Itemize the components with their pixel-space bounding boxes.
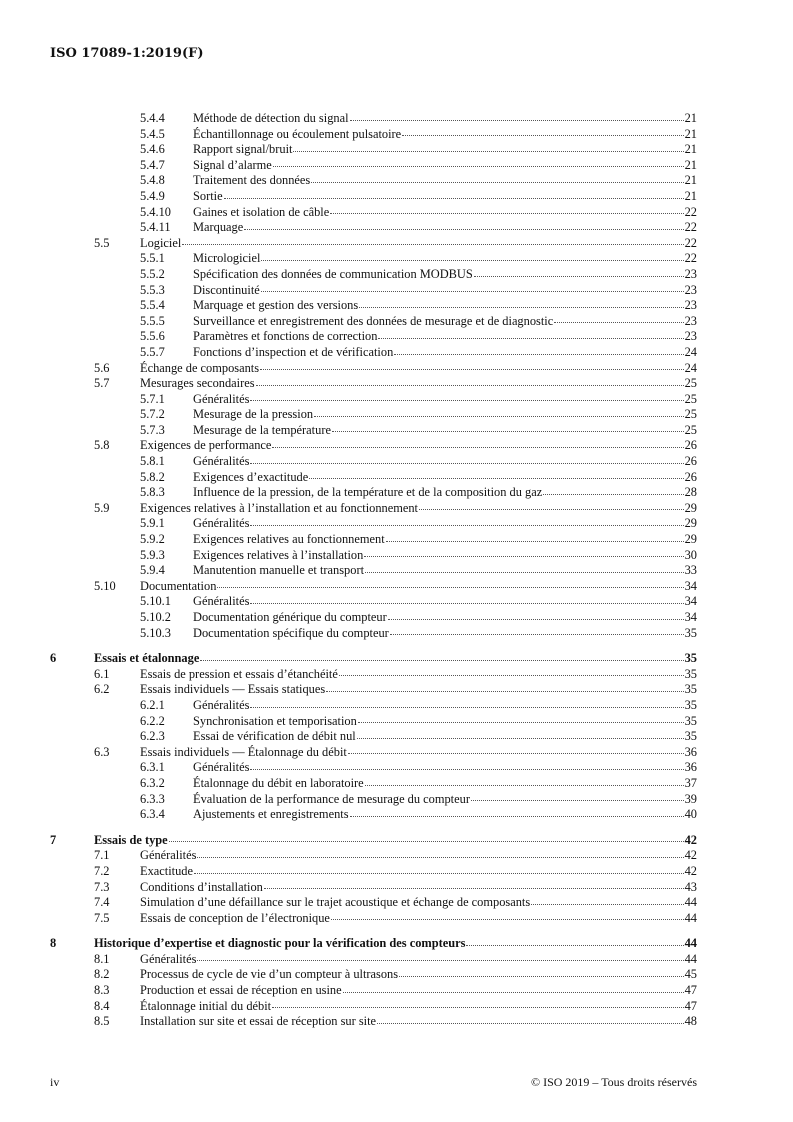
toc-entry-page: 28 (684, 485, 697, 500)
toc-entry-number: 8.1 (94, 951, 110, 966)
toc-entry-page: 21 (684, 173, 697, 188)
dot-leader (339, 675, 684, 676)
toc-entry[interactable] (0, 314, 793, 330)
toc-entry-number: 5.10.3 (140, 625, 171, 640)
toc-entry-page: 22 (684, 204, 697, 219)
toc-entry-number: 8.5 (94, 1014, 110, 1029)
toc-entry-number: 6.2.1 (140, 697, 165, 712)
toc-entry[interactable] (0, 594, 793, 610)
toc-entry-page: 34 (684, 578, 697, 593)
toc-entry-page: 43 (684, 879, 697, 894)
dot-leader (224, 198, 684, 199)
toc-entry-page: 33 (684, 563, 697, 578)
toc-entry-page: 42 (684, 848, 697, 863)
toc-entry-title: Généralités (193, 760, 250, 775)
toc-entry-page: 23 (684, 313, 697, 328)
toc-entry-number: 5.9 (94, 500, 110, 515)
toc-entry-number: 5.5.6 (140, 329, 165, 344)
dot-leader (197, 857, 683, 858)
toc-entry-number: 5.4.7 (140, 157, 165, 172)
toc-entry-page: 35 (684, 697, 697, 712)
dot-leader (471, 800, 684, 801)
toc-entry-page: 35 (684, 729, 697, 744)
dot-leader (466, 945, 683, 946)
toc-entry-page: 23 (684, 266, 697, 281)
toc-entry[interactable] (0, 563, 793, 579)
toc-entry-number: 5.5.5 (140, 313, 165, 328)
dot-leader (194, 873, 684, 874)
toc-entry-title: Essais de type (94, 832, 168, 847)
dot-leader (250, 400, 683, 401)
toc-entry-page: 21 (684, 157, 697, 172)
toc-entry-title: Discontinuité (193, 282, 260, 297)
toc-entry-title: Marquage et gestion des versions (193, 298, 359, 313)
toc-entry-number: 5.4.4 (140, 111, 165, 125)
toc-entry-number: 5.4.10 (140, 204, 171, 219)
dot-leader (250, 707, 683, 708)
toc-entry-page: 26 (684, 438, 697, 453)
dot-leader (377, 1023, 684, 1024)
dot-leader (388, 619, 684, 620)
toc-entry-page: 29 (684, 516, 697, 531)
toc-entry-title: Logiciel (140, 235, 182, 250)
toc-entry-title: Ajustements et enregistrements (193, 807, 349, 822)
toc-entry-title: Généralités (193, 391, 250, 406)
toc-entry-title: Paramètres et fonctions de correction (193, 329, 378, 344)
toc-entry[interactable] (0, 651, 793, 667)
toc-entry[interactable] (0, 682, 793, 698)
dot-leader (331, 919, 684, 920)
toc-entry[interactable] (0, 189, 793, 205)
toc-entry-title: Exigences d’exactitude (193, 469, 309, 484)
toc-entry[interactable] (0, 516, 793, 532)
toc-entry-number: 6.3.3 (140, 791, 165, 806)
toc-entry-title: Évaluation de la performance de mesurage du compteur (193, 791, 470, 806)
toc-entry-page: 21 (684, 142, 697, 157)
toc-entry-page: 45 (684, 967, 697, 982)
toc-entry[interactable] (0, 626, 793, 642)
dot-leader (343, 992, 684, 993)
toc-entry-number: 7.3 (94, 879, 110, 894)
toc-entry[interactable] (0, 864, 793, 880)
dot-leader (272, 447, 683, 448)
toc-entry-number: 5.4.8 (140, 173, 165, 188)
toc-entry-title: Exigences relatives au fonctionnement (193, 532, 385, 547)
toc-entry-page: 47 (684, 998, 697, 1013)
dot-leader (169, 841, 684, 842)
document-header: ISO 17089-1:2019(F) (50, 46, 204, 61)
toc-entry-title: Essais de conception de l’électronique (140, 910, 330, 925)
toc-entry[interactable] (0, 1014, 793, 1030)
toc-entry-number: 5.4.9 (140, 188, 165, 203)
toc-entry-title: Sortie (193, 188, 223, 203)
toc-entry-title: Généralités (193, 454, 250, 469)
copyright-notice: © ISO 2019 – Tous droits réservés (530, 1075, 697, 1089)
toc-entry-title: Généralités (140, 951, 197, 966)
toc-entry-title: Synchronisation et temporisation (193, 713, 357, 728)
toc-entry-page: 44 (684, 951, 697, 966)
dot-leader (250, 769, 683, 770)
toc-entry-page: 25 (684, 376, 697, 391)
toc-entry[interactable] (0, 251, 793, 267)
table-of-contents (0, 111, 793, 1030)
toc-entry-title: Méthode de détection du signal (193, 111, 349, 125)
toc-entry-page: 40 (684, 807, 697, 822)
toc-entry-page: 22 (684, 251, 697, 266)
toc-entry[interactable] (0, 895, 793, 911)
toc-entry-title: Simulation d’une défaillance sur le trajet acoustique et échange de composants (140, 895, 531, 910)
toc-entry-title: Rapport signal/bruit (193, 142, 293, 157)
toc-entry-title: Fonctions d’inspection et de vérification (193, 344, 394, 359)
toc-entry-title: Exactitude (140, 863, 193, 878)
toc-entry-number: 5.4.6 (140, 142, 165, 157)
dot-leader (250, 525, 683, 526)
toc-entry[interactable] (0, 983, 793, 999)
toc-entry-title: Documentation (140, 578, 217, 593)
toc-entry[interactable] (0, 911, 793, 927)
toc-entry[interactable] (0, 438, 793, 454)
dot-leader (250, 463, 683, 464)
toc-entry-page: 35 (684, 682, 697, 697)
toc-entry-title: Essais et étalonnage (94, 651, 200, 666)
dot-leader (364, 556, 683, 557)
dot-leader (350, 816, 684, 817)
dot-leader (197, 960, 683, 961)
toc-entry[interactable] (0, 485, 793, 501)
toc-entry-page: 21 (684, 111, 697, 125)
toc-entry-number: 5.7.1 (140, 391, 165, 406)
toc-entry-number: 5.7 (94, 376, 110, 391)
toc-entry-page: 23 (684, 329, 697, 344)
toc-entry-title: Gaines et isolation de câble (193, 204, 330, 219)
toc-entry-page: 29 (684, 532, 697, 547)
toc-entry[interactable] (0, 532, 793, 548)
toc-entry[interactable] (0, 158, 793, 174)
dot-leader (264, 888, 684, 889)
toc-entry[interactable] (0, 807, 793, 823)
toc-entry-page: 35 (684, 651, 697, 666)
toc-entry[interactable] (0, 579, 793, 595)
toc-entry[interactable] (0, 848, 793, 864)
toc-entry-number: 6.2 (94, 682, 110, 697)
toc-entry-number: 5.4.5 (140, 126, 165, 141)
toc-entry-number: 5.8 (94, 438, 110, 453)
dot-leader (402, 135, 683, 136)
toc-entry[interactable] (0, 127, 793, 143)
toc-entry-number: 5.8.3 (140, 485, 165, 500)
toc-entry-title: Manutention manuelle et transport (193, 563, 365, 578)
toc-entry-number: 6 (50, 651, 57, 666)
toc-entry-title: Généralités (140, 848, 197, 863)
toc-entry-number: 5.5.2 (140, 266, 165, 281)
dot-leader (419, 509, 684, 510)
dot-leader (326, 691, 683, 692)
toc-entry[interactable] (0, 698, 793, 714)
toc-entry-page: 42 (684, 863, 697, 878)
toc-entry[interactable] (0, 470, 793, 486)
toc-entry-title: Micrologiciel (193, 251, 261, 266)
dot-leader (261, 291, 684, 292)
toc-entry[interactable] (0, 220, 793, 236)
toc-entry[interactable] (0, 236, 793, 252)
toc-entry-number: 5.4.11 (140, 220, 171, 235)
page-number: iv (50, 1075, 60, 1089)
dot-leader (531, 904, 683, 905)
dot-leader (244, 229, 683, 230)
toc-entry-page: 25 (684, 407, 697, 422)
toc-entry-page: 34 (684, 594, 697, 609)
toc-entry-number: 5.8.2 (140, 469, 165, 484)
toc-entry-title: Historique d’expertise et diagnostic pour la vérification des compteurs (94, 936, 466, 951)
toc-entry-page: 44 (684, 936, 697, 951)
toc-entry-number: 7.4 (94, 895, 110, 910)
toc-entry[interactable] (0, 345, 793, 361)
toc-entry-number: 5.5.3 (140, 282, 165, 297)
toc-entry-number: 7.1 (94, 848, 110, 863)
toc-entry-title: Essais individuels — Étalonnage du débit (140, 744, 347, 759)
toc-entry-page: 44 (684, 910, 697, 925)
dot-leader (311, 182, 683, 183)
toc-entry-page: 35 (684, 666, 697, 681)
toc-entry-page: 34 (684, 610, 697, 624)
toc-entry-page: 48 (684, 1014, 697, 1029)
toc-entry-title: Production et essai de réception en usine (140, 983, 342, 998)
toc-entry-page: 21 (684, 188, 697, 203)
toc-entry-title: Généralités (193, 697, 250, 712)
toc-entry-number: 5.9.1 (140, 516, 165, 531)
toc-entry-title: Influence de la pression, de la température et de la composition du gaz (193, 485, 543, 500)
toc-entry-title: Exigences de performance (140, 438, 272, 453)
toc-entry-number: 5.9.2 (140, 532, 165, 547)
toc-entry-number: 5.6 (94, 360, 110, 375)
toc-entry-page: 23 (684, 282, 697, 297)
dot-leader (272, 1007, 684, 1008)
toc-entry-title: Signal d’alarme (193, 157, 272, 172)
toc-entry-title: Essais individuels — Essais statiques (140, 682, 326, 697)
toc-entry[interactable] (0, 142, 793, 158)
toc-entry-page: 35 (684, 713, 697, 728)
toc-entry-page: 22 (684, 220, 697, 235)
toc-entry[interactable] (0, 501, 793, 517)
toc-entry[interactable] (0, 952, 793, 968)
toc-entry-number: 7 (50, 832, 57, 847)
toc-entry-number: 6.2.3 (140, 729, 165, 744)
toc-entry-title: Marquage (193, 220, 244, 235)
toc-entry-number: 5.5.7 (140, 344, 165, 359)
toc-entry-title: Essais de pression et essais d’étanchéité (140, 666, 338, 681)
toc-entry[interactable] (0, 361, 793, 377)
toc-entry[interactable] (0, 392, 793, 408)
toc-entry[interactable] (0, 792, 793, 808)
toc-entry-title: Étalonnage du débit en laboratoire (193, 775, 364, 790)
toc-entry-number: 5.8.1 (140, 454, 165, 469)
toc-entry-title: Documentation spécifique du compteur (193, 625, 389, 640)
dot-leader (358, 722, 684, 723)
toc-entry-number: 8 (50, 936, 57, 951)
toc-entry-title: Documentation générique du compteur (193, 610, 387, 624)
toc-entry-number: 5.5.4 (140, 298, 165, 313)
toc-entry-number: 5.7.3 (140, 422, 165, 437)
toc-entry-number: 8.4 (94, 998, 110, 1013)
dot-leader (348, 753, 684, 754)
toc-entry[interactable] (0, 610, 793, 626)
toc-entry-page: 26 (684, 469, 697, 484)
toc-entry-page: 25 (684, 422, 697, 437)
toc-entry-title: Généralités (193, 594, 250, 609)
toc-entry-number: 6.3.2 (140, 775, 165, 790)
toc-entry[interactable] (0, 936, 793, 952)
dot-leader (554, 322, 683, 323)
toc-entry[interactable] (0, 298, 793, 314)
toc-entry-page: 24 (684, 360, 697, 375)
toc-entry-title: Mesurages secondaires (140, 376, 255, 391)
toc-entry-title: Mesurage de la température (193, 422, 331, 437)
toc-entry[interactable] (0, 833, 793, 849)
toc-entry[interactable] (0, 329, 793, 345)
dot-leader (357, 738, 684, 739)
toc-entry-page: 26 (684, 454, 697, 469)
toc-entry[interactable] (0, 880, 793, 896)
dot-leader (273, 166, 684, 167)
toc-entry-number: 5.10 (94, 578, 116, 593)
dot-leader (256, 385, 684, 386)
toc-entry[interactable] (0, 548, 793, 564)
dot-leader (474, 276, 684, 277)
toc-entry-page: 29 (684, 500, 697, 515)
toc-entry-number: 8.3 (94, 983, 110, 998)
toc-entry[interactable] (0, 267, 793, 283)
toc-entry[interactable] (0, 423, 793, 439)
toc-entry-number: 6.1 (94, 666, 110, 681)
toc-entry-title: Échantillonnage ou écoulement pulsatoire (193, 126, 402, 141)
dot-leader (394, 354, 683, 355)
dot-leader (365, 572, 684, 573)
dot-leader (332, 431, 684, 432)
toc-entry[interactable] (0, 776, 793, 792)
dot-leader (399, 976, 684, 977)
dot-leader (386, 541, 684, 542)
dot-leader (309, 478, 683, 479)
toc-entry-page: 30 (684, 547, 697, 562)
toc-entry-title: Traitement des données (193, 173, 311, 188)
dot-leader (260, 369, 684, 370)
toc-entry-number: 8.2 (94, 967, 110, 982)
toc-entry-page: 39 (684, 791, 697, 806)
dot-leader (182, 244, 683, 245)
toc-entry-page: 21 (684, 126, 697, 141)
toc-entry-number: 5.9.4 (140, 563, 165, 578)
toc-entry-title: Conditions d’installation (140, 879, 263, 894)
toc-entry-page: 44 (684, 895, 697, 910)
toc-entry-title: Exigences relatives à l’installation et au fonctionnement (140, 500, 419, 515)
toc-entry-title: Surveillance et enregistrement des données de mesurage et de diagnostic (193, 313, 554, 328)
toc-entry-title: Spécification des données de communication MODBUS (193, 266, 473, 281)
toc-entry-page: 24 (684, 344, 697, 359)
toc-entry[interactable] (0, 407, 793, 423)
toc-entry[interactable] (0, 283, 793, 299)
toc-entry-title: Installation sur site et essai de réception sur site (140, 1014, 377, 1029)
toc-entry[interactable] (0, 745, 793, 761)
toc-entry-number: 6.3.1 (140, 760, 165, 775)
dot-leader (390, 634, 684, 635)
toc-entry[interactable] (0, 999, 793, 1015)
toc-entry[interactable] (0, 376, 793, 392)
dot-leader (250, 603, 683, 604)
toc-entry-number: 6.3.4 (140, 807, 165, 822)
toc-entry-title: Mesurage de la pression (193, 407, 314, 422)
toc-entry-number: 7.5 (94, 910, 110, 925)
toc-entry[interactable] (0, 729, 793, 745)
toc-entry-number: 5.10.2 (140, 610, 171, 624)
toc-entry[interactable] (0, 173, 793, 189)
dot-leader (543, 494, 683, 495)
dot-leader (378, 338, 683, 339)
toc-entry[interactable] (0, 454, 793, 470)
dot-leader (217, 587, 683, 588)
toc-entry-number: 5.7.2 (140, 407, 165, 422)
toc-entry-number: 7.2 (94, 863, 110, 878)
toc-entry[interactable] (0, 111, 793, 127)
toc-entry-number: 5.10.1 (140, 594, 171, 609)
toc-entry-title: Essai de vérification de débit nul (193, 729, 356, 744)
dot-leader (330, 213, 683, 214)
toc-entry-number: 5.9.3 (140, 547, 165, 562)
toc-entry-page: 42 (684, 832, 697, 847)
toc-entry[interactable] (0, 714, 793, 730)
toc-entry[interactable] (0, 667, 793, 683)
dot-leader (200, 660, 683, 661)
toc-entry[interactable] (0, 760, 793, 776)
toc-entry-title: Étalonnage initial du débit (140, 998, 272, 1013)
toc-entry-page: 47 (684, 983, 697, 998)
toc-entry-number: 6.3 (94, 744, 110, 759)
toc-entry-number: 5.5 (94, 235, 110, 250)
toc-entry-page: 36 (684, 760, 697, 775)
toc-entry-title: Processus de cycle de vie d’un compteur à ultrasons (140, 967, 399, 982)
toc-entry-page: 37 (684, 775, 697, 790)
toc-entry[interactable] (0, 967, 793, 983)
toc-entry-page: 22 (684, 235, 697, 250)
toc-entry-number: 5.5.1 (140, 251, 165, 266)
dot-leader (350, 120, 684, 121)
dot-leader (293, 151, 683, 152)
toc-entry-title: Exigences relatives à l’installation (193, 547, 364, 562)
toc-entry[interactable] (0, 205, 793, 221)
toc-entry-title: Échange de composants (140, 360, 260, 375)
toc-entry-title: Généralités (193, 516, 250, 531)
dot-leader (314, 416, 684, 417)
toc-entry-number: 6.2.2 (140, 713, 165, 728)
dot-leader (261, 260, 683, 261)
toc-entry-page: 23 (684, 298, 697, 313)
dot-leader (365, 785, 684, 786)
toc-entry-page: 36 (684, 744, 697, 759)
dot-leader (359, 307, 683, 308)
toc-entry-page: 25 (684, 391, 697, 406)
toc-entry-page: 35 (684, 625, 697, 640)
